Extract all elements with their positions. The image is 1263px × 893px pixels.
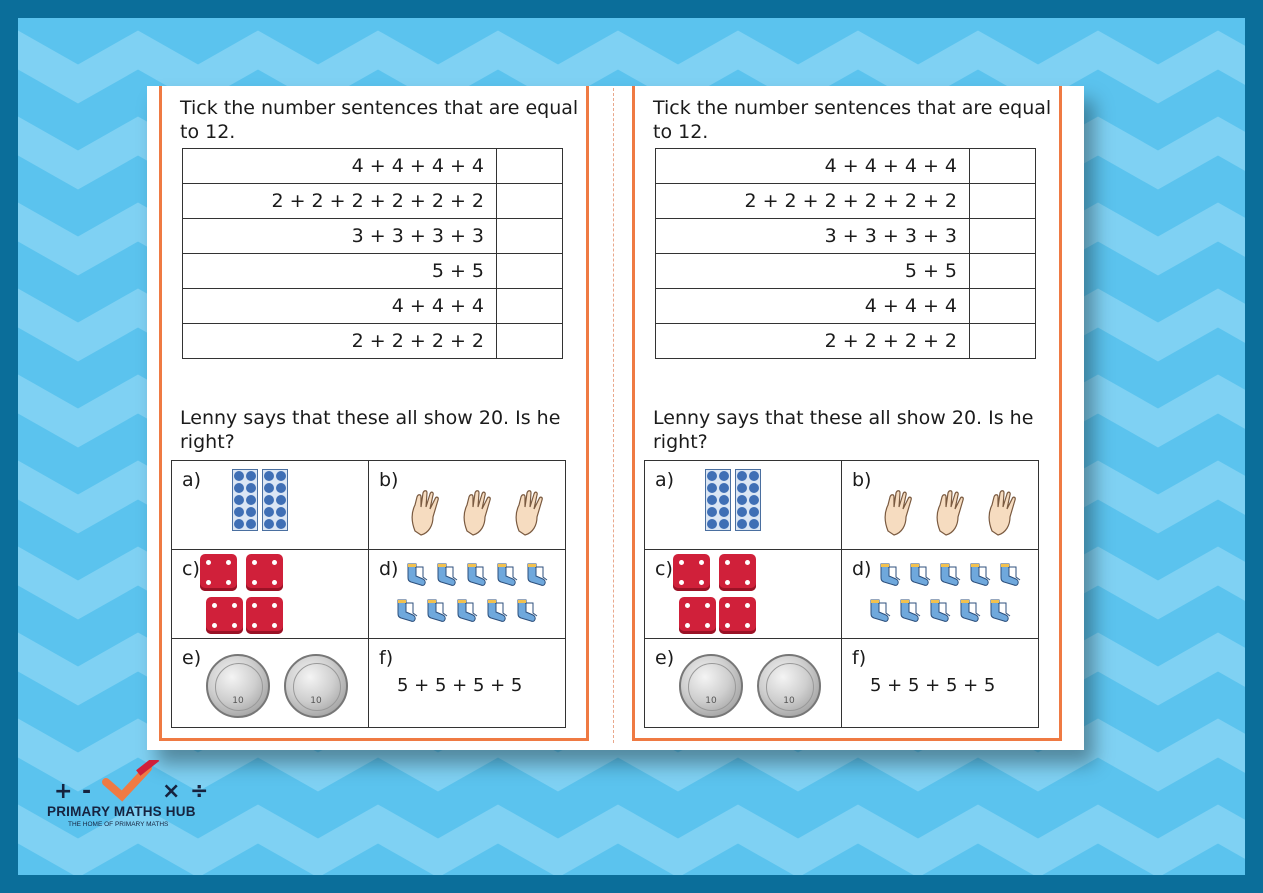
table-row [183, 289, 563, 324]
coin-value: 10 [783, 696, 795, 706]
counter-dot [246, 483, 256, 493]
ten-frame-icon [705, 469, 731, 531]
socks-icon [968, 562, 992, 588]
counter-dot [737, 519, 747, 529]
number-sentence: 2 + 2 + 2 + 2 [183, 324, 497, 359]
dice-pip [206, 560, 211, 565]
option-cell-b [369, 461, 566, 550]
dice-pip [745, 560, 750, 565]
question-lenny-20: Lenny says that these all show 20. Is he right? [180, 407, 561, 453]
option-cell-c [645, 550, 842, 639]
coin-icon [757, 654, 821, 718]
number-sentence: 4 + 4 + 4 + 4 [183, 149, 497, 184]
dice-pip [685, 603, 690, 608]
option-label-c: c) [182, 558, 200, 580]
socks-icon [988, 598, 1012, 624]
coin-value: 10 [232, 696, 244, 706]
table-row [656, 219, 1036, 254]
socks-icon [495, 562, 519, 588]
dice-pip [272, 560, 277, 565]
number-sentence: 3 + 3 + 3 + 3 [183, 219, 497, 254]
dice-pip [252, 560, 257, 565]
counter-dot [234, 483, 244, 493]
question-tick-equal-12: Tick the number sentences that are equal to 12. [180, 97, 579, 143]
option-label-d: d) [379, 558, 399, 580]
socks-icon [435, 562, 459, 588]
counter-dot [234, 495, 244, 505]
dice-pip [685, 623, 690, 628]
counter-dot [246, 507, 256, 517]
socks-icon [938, 562, 962, 588]
ten-frame-icon [262, 469, 288, 531]
table-row [656, 254, 1036, 289]
option-label-a: a) [655, 469, 675, 491]
option-label-f: f) [852, 647, 867, 669]
grid-row [645, 550, 1039, 639]
logo-symbols-icon [44, 760, 234, 804]
dice-pip [725, 623, 730, 628]
number-sentence: 4 + 4 + 4 [656, 289, 970, 324]
coin-icon [679, 654, 743, 718]
dice-icon [246, 597, 283, 634]
number-sentences-table [655, 148, 1036, 359]
svg-text:÷: ÷ [190, 779, 209, 804]
socks-icon [395, 598, 419, 624]
dice-pip [212, 623, 217, 628]
hand-icon [516, 491, 542, 535]
worksheet-sheet [147, 86, 1084, 750]
chevron-stripe [18, 50, 1245, 84]
table-row [183, 324, 563, 359]
counter-dot [749, 483, 759, 493]
counter-dot [737, 507, 747, 517]
socks-icon [425, 598, 449, 624]
counter-dot [737, 495, 747, 505]
hands-icon [872, 483, 1032, 543]
grid-row [172, 461, 566, 550]
dice-icon [673, 554, 710, 591]
tick-box[interactable] [497, 254, 563, 289]
option-label-b: b) [379, 469, 399, 491]
dice-pip [226, 580, 231, 585]
table-row [656, 184, 1036, 219]
tick-box[interactable] [497, 149, 563, 184]
number-sentence: 4 + 4 + 4 [183, 289, 497, 324]
option-cell-e [645, 639, 842, 728]
counter-dot [264, 519, 274, 529]
option-f-sum: 5 + 5 + 5 + 5 [397, 675, 523, 696]
cut-line [613, 88, 614, 743]
number-sentence: 2 + 2 + 2 + 2 + 2 + 2 [183, 184, 497, 219]
option-f-sum: 5 + 5 + 5 + 5 [870, 675, 996, 696]
counter-dot [707, 483, 717, 493]
counter-dot [719, 495, 729, 505]
number-sentence: 4 + 4 + 4 + 4 [656, 149, 970, 184]
hand-icon [937, 491, 963, 535]
dice-pip [272, 623, 277, 628]
counter-dot [737, 483, 747, 493]
dice-icon [206, 597, 243, 634]
dice-icon [246, 554, 283, 591]
option-cell-e [172, 639, 369, 728]
primary-maths-hub-logo [44, 760, 234, 832]
number-sentence: 3 + 3 + 3 + 3 [656, 219, 970, 254]
tick-box[interactable] [970, 149, 1036, 184]
counter-dot [719, 483, 729, 493]
socks-icon [485, 598, 509, 624]
counter-dot [234, 471, 244, 481]
counter-dot [749, 471, 759, 481]
tick-box[interactable] [970, 184, 1036, 219]
counter-dot [737, 471, 747, 481]
tick-box[interactable] [970, 289, 1036, 324]
socks-icon [998, 562, 1022, 588]
representations-grid [644, 460, 1039, 728]
counter-dot [707, 471, 717, 481]
tick-box[interactable] [497, 324, 563, 359]
dice-pip [272, 603, 277, 608]
representations-grid [171, 460, 566, 728]
logo-tagline: THE HOME OF PRIMARY MATHS [68, 821, 169, 828]
socks-icon [898, 598, 922, 624]
grid-row [172, 639, 566, 728]
option-cell-f [842, 639, 1039, 728]
table-row [183, 184, 563, 219]
socks-icon [928, 598, 952, 624]
socks-icon [515, 598, 539, 624]
number-sentences-table [182, 148, 563, 359]
coin-value: 10 [310, 696, 322, 706]
svg-text:-: - [82, 779, 92, 804]
socks-icon [908, 562, 932, 588]
dice-pip [226, 560, 231, 565]
option-label-f: f) [379, 647, 394, 669]
dice-icon [719, 554, 756, 591]
counter-dot [749, 495, 759, 505]
dice-pip [252, 603, 257, 608]
tick-box[interactable] [970, 254, 1036, 289]
table-row [183, 219, 563, 254]
number-sentence: 2 + 2 + 2 + 2 [656, 324, 970, 359]
counter-dot [749, 507, 759, 517]
socks-icon [958, 598, 982, 624]
coin-icon [206, 654, 270, 718]
option-cell-b [842, 461, 1039, 550]
table-row [183, 254, 563, 289]
socks-icon [405, 562, 429, 588]
socks-icon [455, 598, 479, 624]
option-label-e: e) [655, 647, 675, 669]
dice-icon [679, 597, 716, 634]
dice-pip [745, 623, 750, 628]
option-cell-f [369, 639, 566, 728]
coin-icon [284, 654, 348, 718]
counter-dot [707, 519, 717, 529]
counter-dot [707, 507, 717, 517]
dice-pip [699, 580, 704, 585]
worksheet-panel-right [632, 86, 1062, 741]
dice-pip [745, 580, 750, 585]
dice-pip [252, 623, 257, 628]
counter-dot [234, 519, 244, 529]
counter-dot [276, 495, 286, 505]
dice-icon [200, 554, 237, 591]
table-row [656, 289, 1036, 324]
counter-dot [707, 495, 717, 505]
svg-text:×: × [162, 779, 181, 804]
dice-pip [699, 560, 704, 565]
counter-dot [264, 483, 274, 493]
hand-icon [412, 491, 438, 535]
option-cell-d [369, 550, 566, 639]
table-row [656, 149, 1036, 184]
counter-dot [234, 507, 244, 517]
tick-box[interactable] [497, 219, 563, 254]
counter-dot [246, 519, 256, 529]
tick-box[interactable] [497, 289, 563, 324]
option-cell-a [172, 461, 369, 550]
option-label-e: e) [182, 647, 202, 669]
table-row [656, 324, 1036, 359]
hand-icon [885, 491, 911, 535]
dice-pip [725, 560, 730, 565]
tick-box[interactable] [970, 219, 1036, 254]
counter-dot [264, 507, 274, 517]
socks-icon [525, 562, 549, 588]
dice-pip [206, 580, 211, 585]
counter-dot [276, 507, 286, 517]
grid-row [645, 461, 1039, 550]
dice-pip [252, 580, 257, 585]
option-label-c: c) [655, 558, 673, 580]
dice-pip [212, 603, 217, 608]
table-row [183, 149, 563, 184]
option-label-d: d) [852, 558, 872, 580]
counter-dot [719, 471, 729, 481]
socks-icon [465, 562, 489, 588]
dice-pip [725, 580, 730, 585]
dice-pip [232, 603, 237, 608]
coin-value: 10 [705, 696, 717, 706]
socks-icon [878, 562, 902, 588]
option-label-a: a) [182, 469, 202, 491]
svg-text:+: + [54, 779, 73, 804]
dice-pip [679, 580, 684, 585]
counter-dot [264, 471, 274, 481]
grid-row [645, 639, 1039, 728]
counter-dot [246, 471, 256, 481]
hand-icon [464, 491, 490, 535]
dice-pip [679, 560, 684, 565]
number-sentence: 5 + 5 [183, 254, 497, 289]
question-lenny-20: Lenny says that these all show 20. Is he right? [653, 407, 1034, 453]
hands-icon [399, 483, 559, 543]
counter-dot [276, 471, 286, 481]
number-sentence: 5 + 5 [656, 254, 970, 289]
dice-icon [719, 597, 756, 634]
logo-title: PRIMARY MATHS HUB [47, 804, 196, 819]
grid-row [172, 550, 566, 639]
number-sentence: 2 + 2 + 2 + 2 + 2 + 2 [656, 184, 970, 219]
dice-pip [725, 603, 730, 608]
hand-icon [989, 491, 1015, 535]
worksheet-panel-left [159, 86, 589, 741]
dice-pip [745, 603, 750, 608]
option-cell-a [645, 461, 842, 550]
ten-frame-icon [735, 469, 761, 531]
counter-dot [264, 495, 274, 505]
option-cell-d [842, 550, 1039, 639]
option-cell-c [172, 550, 369, 639]
counter-dot [749, 519, 759, 529]
counter-dot [276, 519, 286, 529]
dice-pip [705, 623, 710, 628]
counter-dot [719, 519, 729, 529]
dice-pip [232, 623, 237, 628]
socks-icon [868, 598, 892, 624]
question-tick-equal-12: Tick the number sentences that are equal to 12. [653, 97, 1052, 143]
ten-frame-icon [232, 469, 258, 531]
counter-dot [719, 507, 729, 517]
dice-pip [272, 580, 277, 585]
counter-dot [246, 495, 256, 505]
option-label-b: b) [852, 469, 872, 491]
tick-box[interactable] [497, 184, 563, 219]
tick-box[interactable] [970, 324, 1036, 359]
dice-pip [705, 603, 710, 608]
counter-dot [276, 483, 286, 493]
